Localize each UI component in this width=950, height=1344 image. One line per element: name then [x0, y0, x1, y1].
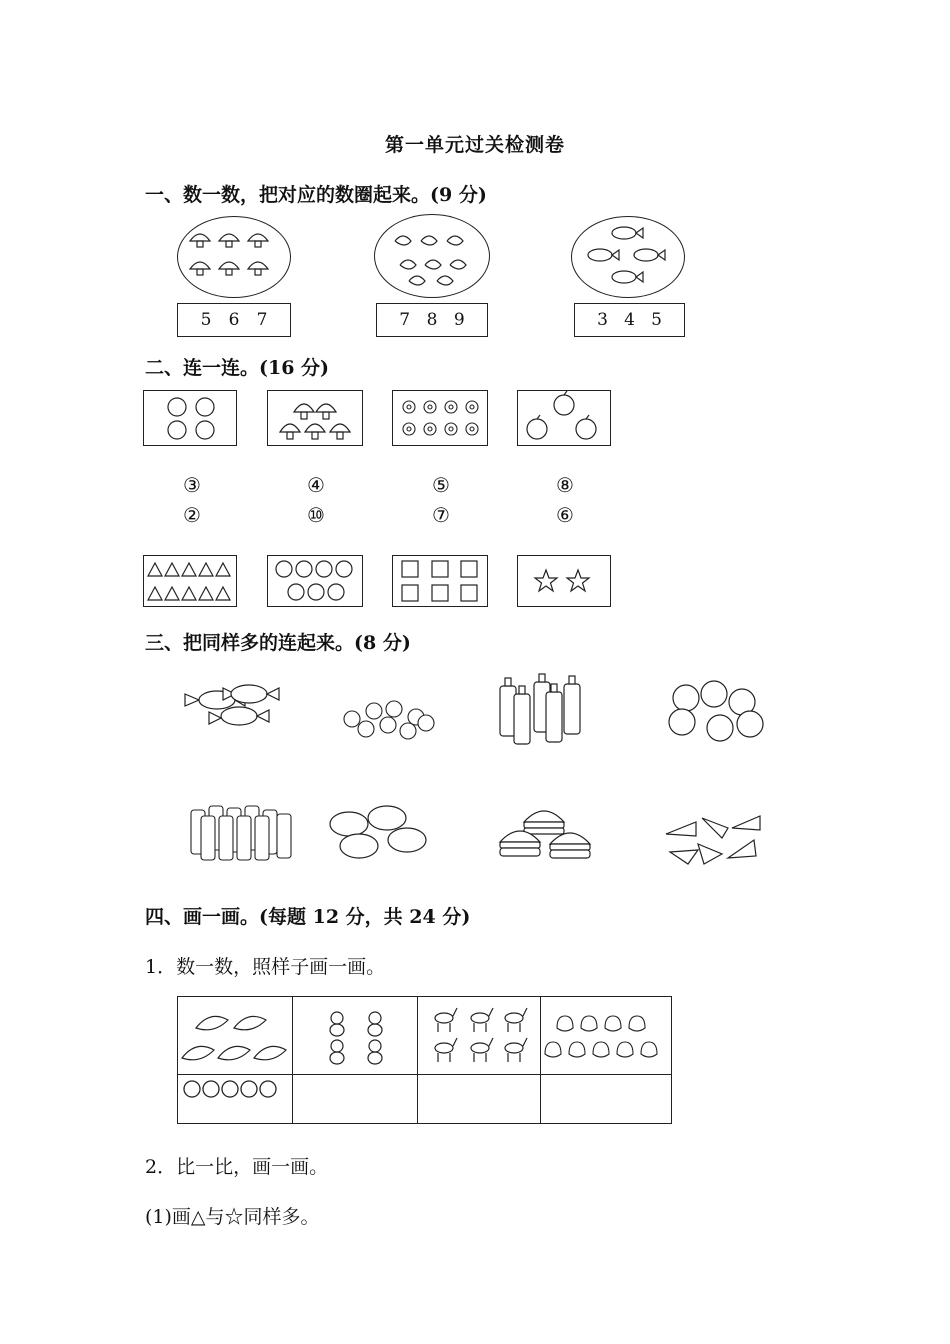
page-title: 第一单元过关检测卷 [384, 134, 565, 156]
shrimp-icon [375, 215, 491, 299]
question-2-text: 2．比一比，画一画。 [145, 1156, 329, 1178]
deer-icon [418, 998, 540, 1072]
number-top-1[interactable]: ③ [183, 473, 201, 497]
question-1-text: 1．数一数，照样子画一画。 [145, 956, 386, 978]
question-2-1-text: (1)画△与☆同样多。 [145, 1206, 320, 1228]
option[interactable]: 3 [597, 310, 608, 330]
circle-icon [178, 1076, 292, 1122]
squares-box[interactable] [392, 555, 488, 607]
shrimp-oval [374, 214, 490, 298]
oranges-box[interactable] [143, 390, 237, 446]
circle-icon [268, 556, 362, 606]
flowers-box[interactable] [392, 390, 488, 446]
option[interactable]: 9 [453, 310, 465, 330]
burgers-picture[interactable] [494, 802, 598, 866]
number-bottom-4[interactable]: ⑥ [556, 503, 574, 527]
cake-icon [662, 808, 764, 872]
option[interactable]: 8 [426, 310, 438, 330]
water-bottle-icon [187, 800, 295, 862]
orange-icon [144, 391, 236, 445]
small-apple-icon [338, 695, 440, 745]
triangle-icon [144, 556, 236, 606]
peach-icon [541, 998, 671, 1072]
option[interactable]: 5 [651, 310, 662, 330]
drawing-table [177, 996, 672, 1124]
apples-box[interactable] [517, 390, 611, 446]
number-top-2[interactable]: ④ [307, 473, 325, 497]
bottles-picture[interactable] [496, 672, 586, 746]
triangles-box[interactable] [143, 555, 237, 607]
deer-cell [418, 997, 541, 1075]
square-icon [393, 556, 487, 606]
fish-icon [572, 217, 686, 299]
section-3-heading: 三、把同样多的连起来。(8 分) [145, 632, 411, 654]
leaf-cell [178, 997, 293, 1075]
number-bottom-1[interactable]: ② [183, 503, 201, 527]
mushroom-icon [178, 217, 292, 299]
option[interactable]: 4 [624, 310, 635, 330]
bread-picture[interactable] [327, 804, 431, 862]
flower-icon [393, 391, 487, 445]
option[interactable]: 7 [256, 310, 268, 330]
apples-picture[interactable] [666, 678, 766, 746]
mushroom-oval [177, 216, 291, 298]
answer-box-3 [574, 303, 685, 337]
number-top-4[interactable]: ⑧ [556, 473, 574, 497]
number-bottom-3[interactable]: ⑦ [432, 503, 450, 527]
bread-icon [327, 804, 431, 862]
section-4-heading: 四、画一画。(每题 12 分，共 24 分) [145, 906, 471, 928]
answer-box-1 [177, 303, 291, 337]
mushrooms-box[interactable] [267, 390, 363, 446]
example-circles-cell [178, 1074, 293, 1123]
fish-oval [571, 216, 685, 298]
answer-cell-monkey[interactable] [293, 1074, 418, 1123]
answer-box-2 [376, 303, 488, 337]
number-top-3[interactable]: ⑤ [432, 473, 450, 497]
monkey-icon [293, 998, 417, 1072]
option[interactable]: 5 [200, 310, 212, 330]
number-bottom-2[interactable]: ⑩ [307, 503, 325, 527]
answer-cell-peach[interactable] [541, 1074, 672, 1123]
option[interactable]: 6 [228, 310, 240, 330]
water-bottles-picture[interactable] [187, 800, 295, 862]
apple-icon [666, 678, 766, 746]
section-1-heading: 一、数一数，把对应的数圈起来。(9 分) [145, 184, 487, 206]
small-apples-picture[interactable] [338, 695, 440, 745]
leaf-icon [178, 998, 292, 1072]
star-icon [518, 556, 610, 606]
bottle-icon [496, 672, 586, 746]
answer-cell-deer[interactable] [418, 1074, 541, 1123]
candy-icon [183, 680, 287, 730]
stars-box[interactable] [517, 555, 611, 607]
option[interactable]: 7 [399, 310, 411, 330]
monkey-cell [293, 997, 418, 1075]
cakes-picture[interactable] [662, 808, 764, 872]
mushroom-icon [268, 391, 362, 445]
burger-icon [494, 802, 598, 866]
peach-cell [541, 997, 672, 1075]
candies-picture[interactable] [183, 680, 287, 730]
circles-box[interactable] [267, 555, 363, 607]
apple-icon [518, 391, 610, 445]
section-2-heading: 二、连一连。(16 分) [145, 357, 330, 379]
